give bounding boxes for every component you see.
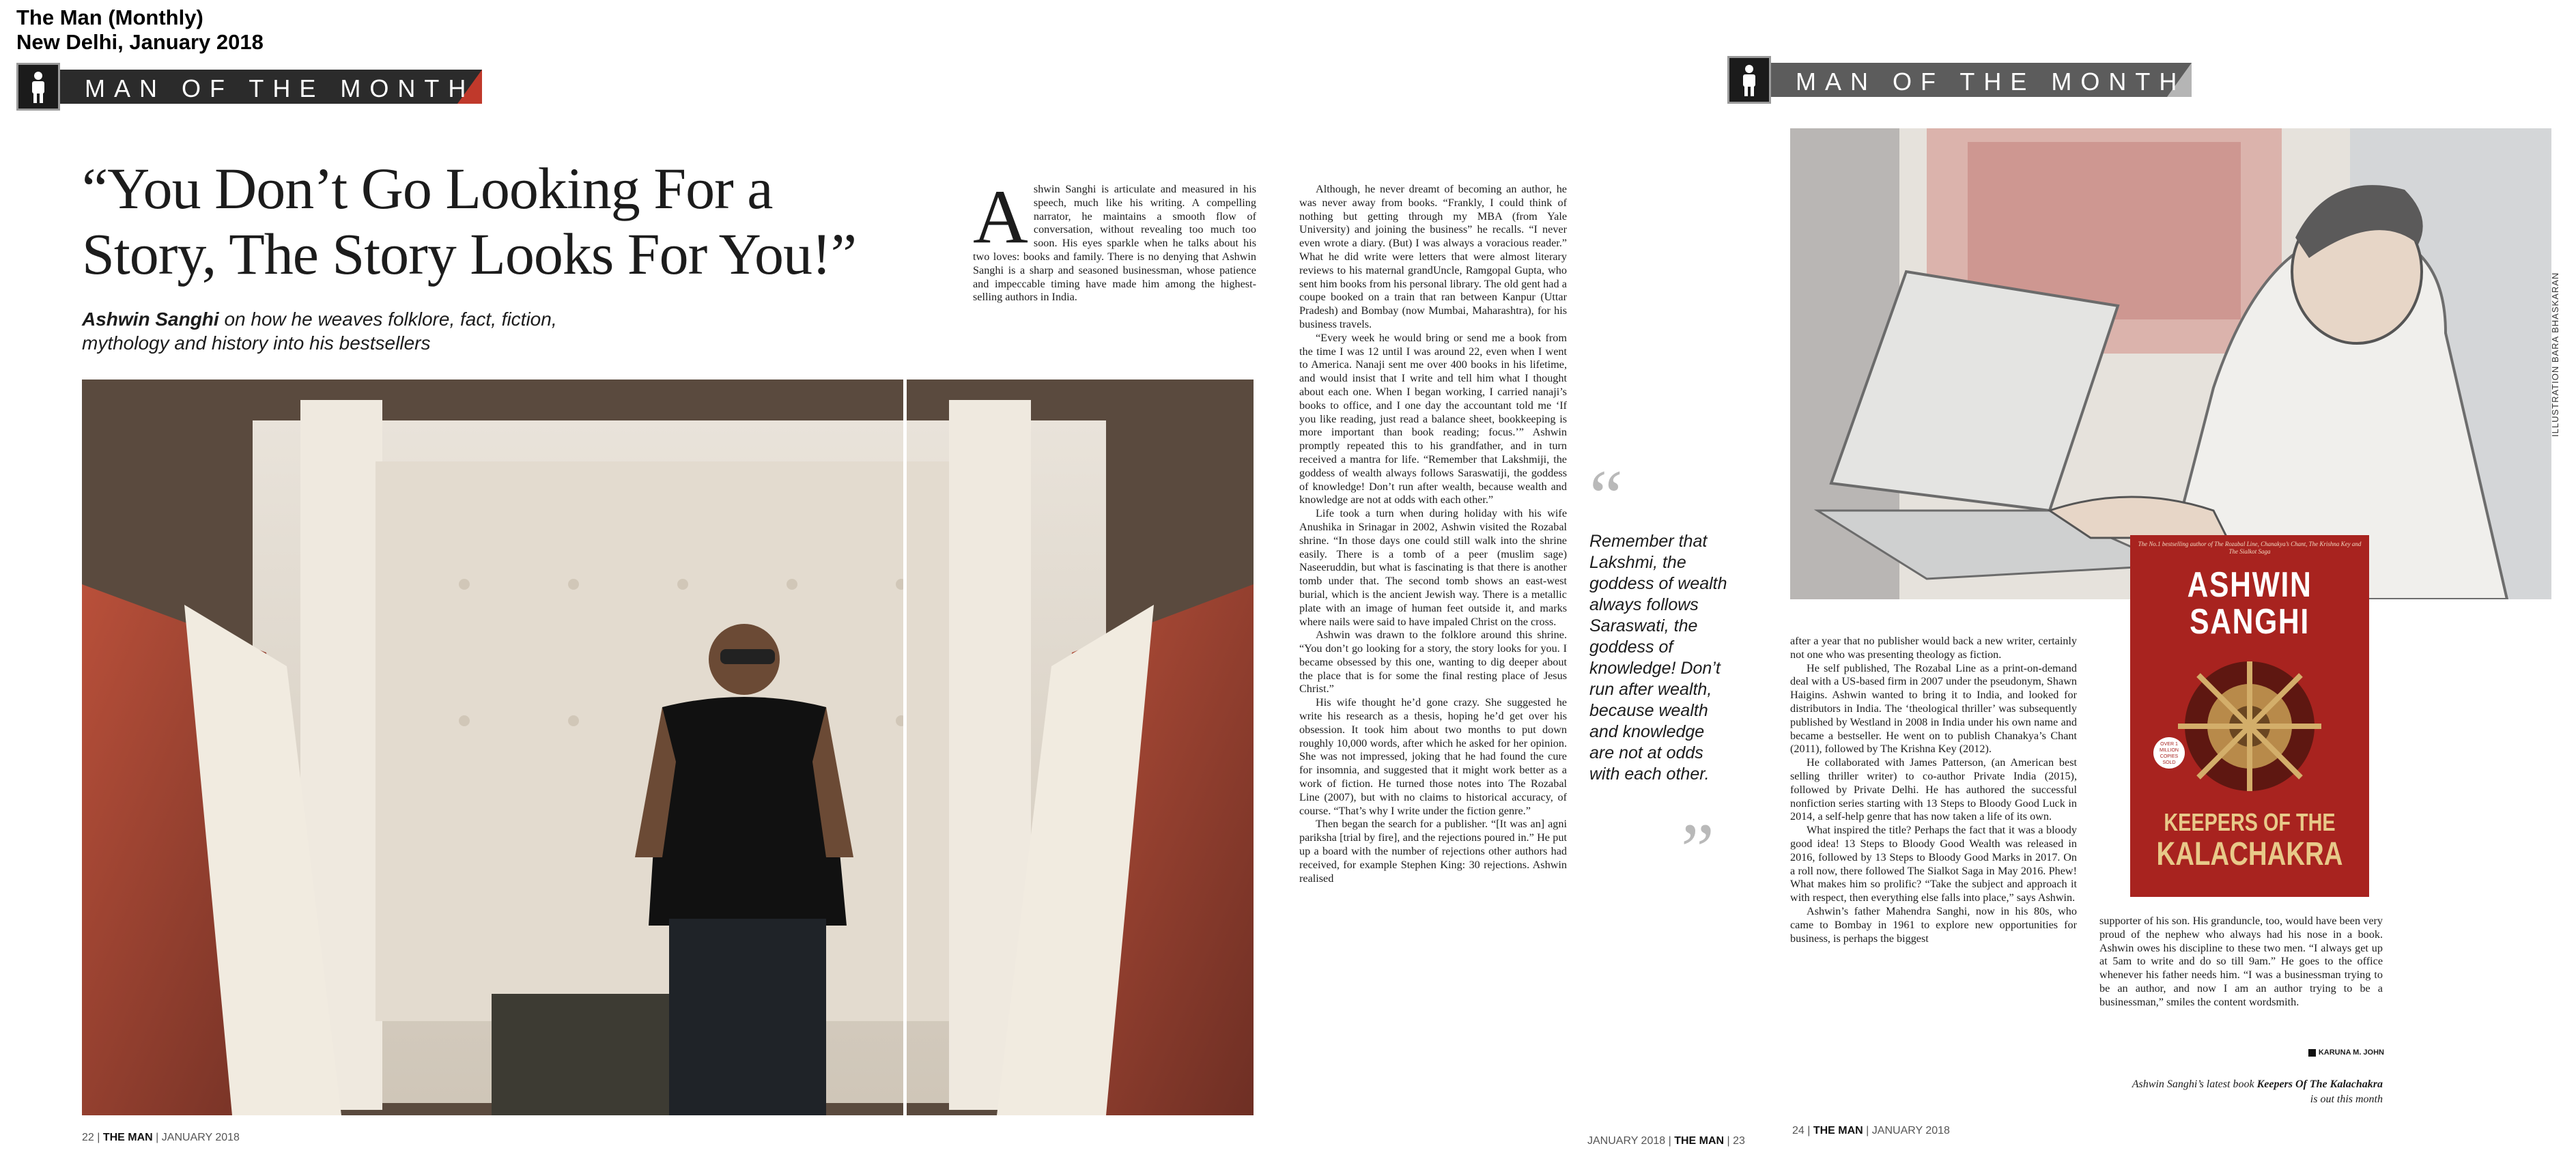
folio-date: JANUARY 2018 (1871, 1125, 1950, 1136)
portrait-illustration (1790, 128, 2551, 599)
paragraph: Then began the search for a publisher. “[It was an] agni pariksha [trial by fire], and the rejections poured in.” He put up a board with the number of rejections other authors had received, for example Stephen King: 30 rejections. Ashwin realised (1299, 818, 1567, 885)
quote-close-icon: ” (1681, 808, 1714, 891)
byline (2295, 1048, 2384, 1057)
folio-publication: THE MAN (1674, 1135, 1725, 1147)
folio-publication: THE MAN (102, 1132, 153, 1143)
byline-name: KARUNA M. JOHN (2318, 1048, 2384, 1057)
book-title (2130, 808, 2369, 872)
book-title-line1: KEEPERS OF THE (2164, 808, 2336, 836)
folio-page-22: 22 | THE MAN | JANUARY 2018 (82, 1132, 240, 1143)
man-figure-icon (28, 71, 48, 104)
book-cover (2130, 535, 2369, 897)
illustration-credit: ILLUSTRATION BARA BHASKARAN (2550, 272, 2560, 437)
article-column-2 (1299, 183, 1567, 1125)
kalachakra-emblem-icon (2157, 655, 2342, 798)
book-tagline: The No.1 bestselling author of The Rozabal Line, Chanakya’s Chant, The Krishna Key and The Sialkot Saga (2138, 541, 2362, 555)
folio-date: JANUARY 2018 (1587, 1135, 1666, 1147)
article-dek (82, 307, 574, 355)
caption-book-title: Keepers Of The Kalachakra (2256, 1078, 2383, 1090)
article-headline: “You Don’t Go Looking For a Story, The Story Looks For You!” (82, 156, 856, 287)
paragraph: Ashwin’s father Mahendra Sanghi, now in his 80s, who came to Bombay in 1961 to explore new opportunities for business, is perhaps the biggest (1790, 904, 2077, 945)
caption-lead: Ashwin Sanghi’s latest book (2132, 1078, 2257, 1090)
paragraph: Ashwin was drawn to the folklore around this shrine. “You don’t go looking for a story, the story looks for you. I became obsessed by this one, wanting to dig deeper about the place that is for some the final resting place of Jesus Christ.” (1299, 629, 1567, 696)
intro-paragraph: shwin Sanghi is articulate and measured in his speech, much like his writing. A compelling narrator, he maintains a smooth flow of conversation, without revealing too much too soon. His eyes sparkle when he talks about his two loves: books and family. There is no denying that Ashwin Sanghi is a sharp and seasoned businessman, whose patience and impeccable timing have made him among the highest-selling authors in India. (973, 183, 1256, 304)
article-column-4 (2099, 915, 2383, 1010)
book-author-line2: SANGHI (2190, 602, 2310, 642)
drop-cap: A (973, 175, 1028, 259)
paragraph: Although, he never dreamt of becoming an author, he was never away from books. “Frankly, I could think of nothing but getting through my MBA (from Yale University) and joining the business” he recalls. “I never even wrote a diary. (But) I was always a voracious reader.” What he did write were letters that were almost literary reviews to his maternal grandUncle, Ramgopal Gupta, who sent him books from his personal library. The old gent had a coupe booked on a train that ran between Kanpur (Uttar Pradesh) and Bombay (now Mumbai, Maharashtra), for his business travels. (1299, 183, 1567, 330)
book-title-line2: KALACHAKRA (2156, 836, 2343, 872)
book-caption (2069, 1077, 2383, 1107)
folio-page-23: JANUARY 2018 | THE MAN | 23 (1587, 1135, 1745, 1147)
banner-icon-box (1727, 56, 1771, 104)
book-author-line1: ASHWIN (2187, 565, 2312, 605)
man-figure-icon (1739, 64, 1759, 97)
folio-date: JANUARY 2018 (161, 1132, 240, 1143)
paragraph: What inspired the title? Perhaps the fact that it was a bloody good idea! 13 Steps to Bloody Good Wealth was released in 2016, followed by 13 Steps to Bloody Good Marks in 2017. On a roll now, there followed The Sialkot Saga in May 2016. Phew! What makes him so prolific? “Take the subject and approach it with respect, then everything else falls into place,” says Ashwin. (1790, 824, 2077, 904)
source-place-date: New Delhi, January 2018 (16, 30, 264, 54)
article-column-3 (1790, 635, 2077, 945)
folio-publication: THE MAN (1813, 1125, 1863, 1136)
main-photo-illustration (82, 380, 1254, 1115)
paragraph: His wife thought he’d gone crazy. She suggested he write his research as a thesis, hoping he’d get over his obsession. It took him about two months to put down roughly 10,000 words, after which he asked for her opinion. She was not impressed, joking that he had found the cure for insomnia, and suggested that it might work better as a work of fiction. He turned those notes into The Rozabal Line (2007), but with no claims to historical accuracy, of course. “That’s why I write under the fiction genre.” (1299, 696, 1567, 817)
banner-icon-box (16, 63, 60, 111)
page-number: 23 (1733, 1135, 1745, 1147)
page-number: 24 (1792, 1125, 1804, 1136)
book-author (2152, 567, 2348, 640)
book-badge: OVER 1 MILLION COPIES SOLD (2153, 737, 2185, 769)
paragraph: He collaborated with James Patterson, (an American best selling thriller writer) to co-author Private India (2015), followed by Private Delhi. He has authored the successful nonfiction series starting with 13 Steps to Bloody Good Luck in 2014, a self-help genre that has now taken a life of its own. (1790, 756, 2077, 823)
paragraph: Life took a turn when during holiday with his wife Anushika in Srinagar in 2002, Ashwin visited the Rozabal shrine. “In those days one could still walk into the shrine easily. There is a tomb of a peer (muslim sage) Naseeruddin, but what is fascinating is that there is another tomb under that. The second tomb shows an east-west burial, which is the ancient Jewish way. There is a metallic plate with an image of human feet outside it, and marks where nails were said to have impaled Christ on the cross. (1299, 507, 1567, 628)
dek-text: on how he weaves folklore, fact, fiction, mythology and history into his bestsellers (82, 309, 557, 354)
folio-page-24: 24 | THE MAN | JANUARY 2018 (1792, 1125, 1950, 1136)
source-publication: The Man (Monthly) (16, 5, 203, 29)
banner-text: MAN OF THE MONTH (1796, 68, 2186, 96)
page-number: 22 (82, 1132, 94, 1143)
paragraph: supporter of his son. His granduncle, too, would have been very proud of the nephew who always had his nose in a book. Ashwin owes his discipline to these two men. “I always get up at 5am to write and do so till 9am.” He goes to the office whenever his father needs him. “I was a businessman trying to be an author, and now I am an author trying to be a businessman,” smiles the content wordsmith. (2099, 915, 2383, 1008)
source-header (16, 5, 264, 55)
article-column-1 (973, 175, 1256, 304)
paragraph: after a year that no publisher would back a new writer, certainly not one who was presenting theology as fiction. (1790, 635, 2077, 661)
dek-name: Ashwin Sanghi (82, 309, 219, 330)
man-of-the-month-banner-right (1727, 56, 2192, 104)
main-photo (82, 380, 1254, 1115)
quote-open-icon: “ (1589, 455, 1623, 538)
man-of-the-month-banner-left (16, 63, 482, 111)
caption-tail: is out this month (2310, 1093, 2383, 1105)
banner-text: MAN OF THE MONTH (85, 74, 475, 102)
paragraph: “Every week he would bring or send me a book from the time I was 12 until I was around 22, even when I went to America. Nanaji sent me over 400 books in his lifetime, and would insist that I write and tell him what I thought about each one. When I began working, I carried nanaji’s books to office, and I one day the accountant told me ‘If you like reading, just read a balance sheet, bookkeeping is more important than book reading; focus.’” Ashwin promptly repeated this to his grandfather, and in turn received a mantra for life. “Remember that Lakshmiji, the goddess of wealth always follows Saraswatiji, the goddess of knowledge! Don’t run after wealth, because wealth and knowledge are not at odds with each other.” (1299, 331, 1567, 506)
watercolor-illustration (1790, 128, 2551, 599)
byline-icon (2308, 1049, 2316, 1057)
pull-quote: Remember that Lakshmi, the goddess of wealth always follows Saraswati, the goddess of knowledge! Don’t run after wealth, because wealth and knowledge are not at odds with each other. (1589, 532, 1727, 784)
paragraph: He self published, The Rozabal Line as a print-on-demand deal with a US-based firm in 2007 under the pseudonym, Shawn Haigins. Ashwin wanted to bring it to India, and looked for distributors in India. The ‘theological thriller’ was subsequently published by Westland in 2008 in India under his own name and became a bestseller. He went on to publish Chanakya’s Chant (2011), followed by The Krishna Key (2012). (1790, 661, 2077, 756)
